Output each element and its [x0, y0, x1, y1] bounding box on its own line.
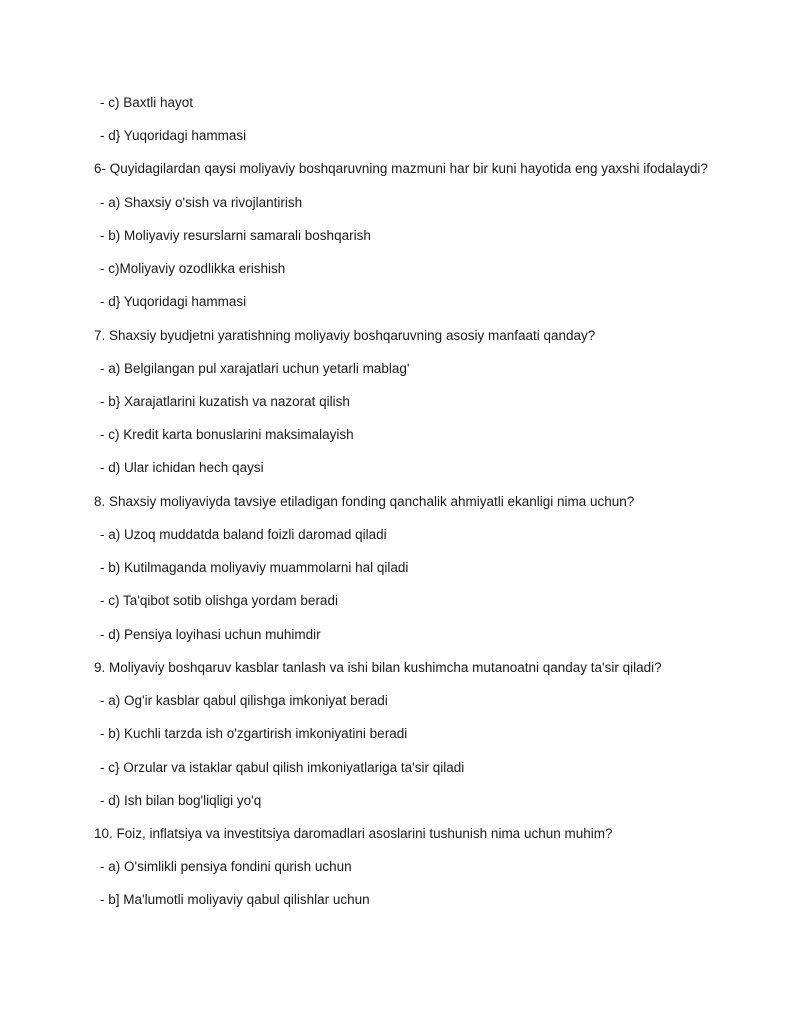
- option-a: - a) O'simlikli pensiya fondini qurish uchun: [100, 859, 352, 874]
- option-b: - b) Kutilmaganda moliyaviy muammolarni hal qiladi: [100, 560, 409, 575]
- question-7: 7. Shaxsiy byudjetni yaratishning moliyaviy boshqaruvning asosiy manfaati qanday?: [94, 328, 596, 343]
- option-a: - a) Shaxsiy o'sish va rivojlantirish: [100, 195, 303, 210]
- option-d: - d) Ish bilan bog'liqligi yo'q: [100, 793, 262, 808]
- option-c: - c)Moliyaviy ozodlikka erishish: [100, 261, 286, 276]
- option-b: - b) Kuchli tarzda ish o'zgartirish imkoniyatini beradi: [100, 726, 408, 741]
- question-6: 6- Quyidagilardan qaysi moliyaviy boshqaruvning mazmuni har bir kuni hayotida eng yaxshi ifodalaydi?: [94, 161, 708, 176]
- option-c: - c) Baxtli hayot: [100, 95, 194, 110]
- question-10: 10. Foiz, inflatsiya va investitsiya daromadlari asoslarini tushunish nima uchun muhim?: [94, 826, 613, 841]
- option-a: - a) Og'ir kasblar qabul qilishga imkoniyat beradi: [100, 693, 388, 708]
- option-d: - d} Yuqoridagi hammasi: [100, 128, 247, 143]
- option-a: - a) Uzoq muddatda baland foizli daromad qiladi: [100, 527, 387, 542]
- question-8: 8. Shaxsiy moliyaviyda tavsiye etiladigan fonding qanchalik ahmiyatli ekanligi nima uchun?: [94, 494, 635, 509]
- option-b: - b} Xarajatlarini kuzatish va nazorat qilish: [100, 394, 350, 409]
- option-b: - b] Ma'lumotli moliyaviy qabul qilishlar uchun: [100, 892, 370, 907]
- option-d: - d) Pensiya loyihasi uchun muhimdir: [100, 627, 321, 642]
- option-c: - c} Orzular va istaklar qabul qilish imkoniyatlariga ta'sir qiladi: [100, 760, 465, 775]
- option-c: - c) Kredit karta bonuslarini maksimalayish: [100, 427, 354, 442]
- option-c: - c) Ta'qibot sotib olishga yordam beradi: [100, 593, 338, 608]
- question-9: 9. Moliyaviy boshqaruv kasblar tanlash va ishi bilan kushimcha mutanoatni qanday ta'sir qiladi?: [94, 660, 662, 675]
- option-a: - a) Belgilangan pul xarajatlari uchun yetarli mablag': [100, 361, 410, 376]
- option-d: - d) Ular ichidan hech qaysi: [100, 460, 264, 475]
- option-d: - d} Yuqoridagi hammasi: [100, 294, 247, 309]
- option-b: - b) Moliyaviy resurslarni samarali boshqarish: [100, 228, 371, 243]
